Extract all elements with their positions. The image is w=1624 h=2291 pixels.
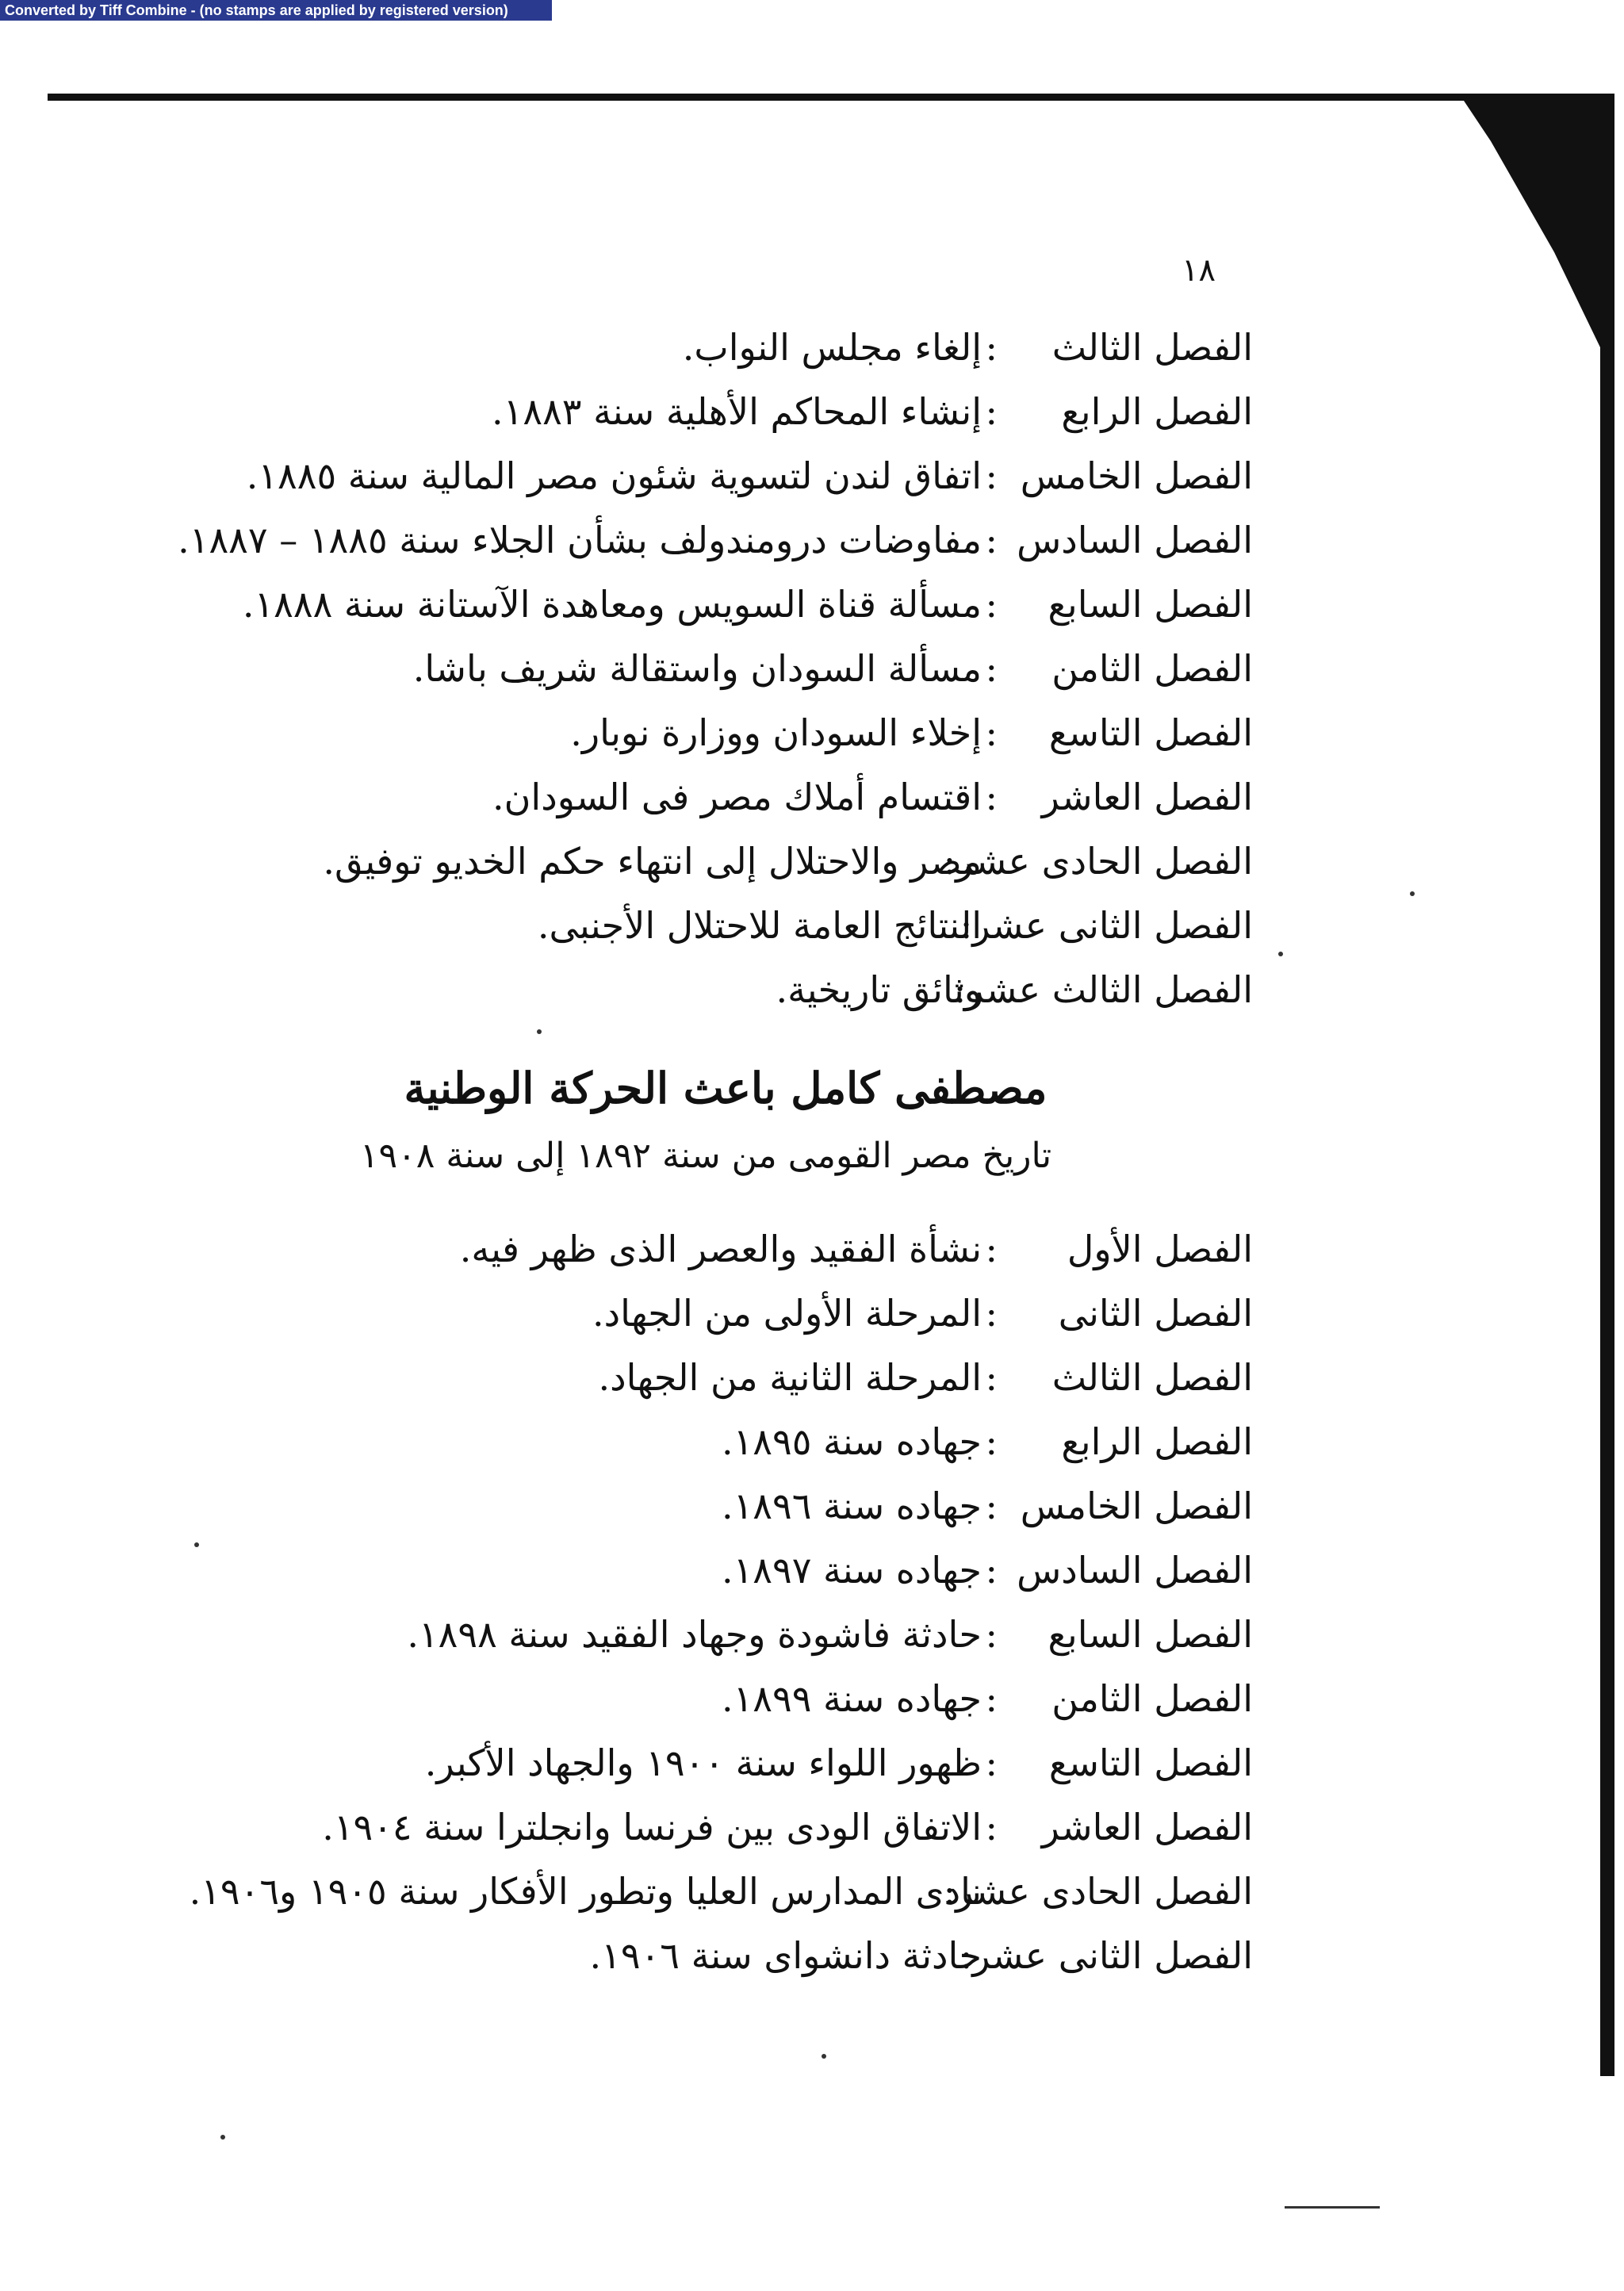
separator-colon: : bbox=[985, 1806, 998, 1849]
toc-row bbox=[143, 1924, 1253, 1988]
chapter-title: جهاده سنة ١٨٩٥. bbox=[721, 1420, 982, 1463]
footer-rule bbox=[1285, 2206, 1380, 2209]
chapter-label: الفصل الرابع bbox=[1061, 390, 1253, 433]
chapter-title: المرحلة الأولى من الجهاد. bbox=[592, 1292, 982, 1335]
chapter-title: جهاده سنة ١٨٩٧. bbox=[721, 1549, 982, 1592]
chapter-label: الفصل التاسع bbox=[1048, 1741, 1253, 1784]
separator-colon: : bbox=[985, 711, 998, 754]
toc-row bbox=[143, 316, 1253, 380]
chapter-title: حادثة فاشودة وجهاد الفقيد سنة ١٨٩٨. bbox=[407, 1613, 982, 1656]
toc-row bbox=[143, 1667, 1253, 1731]
separator-colon: : bbox=[985, 776, 998, 818]
chapter-title: جهاده سنة ١٨٩٩. bbox=[721, 1677, 982, 1720]
chapter-title: المرحلة الثانية من الجهاد. bbox=[598, 1356, 982, 1399]
toc-row bbox=[143, 958, 1253, 1022]
separator-colon: : bbox=[985, 647, 998, 690]
separator-colon: : bbox=[985, 1741, 998, 1784]
chapter-label: الفصل الثامن bbox=[1051, 647, 1253, 690]
chapter-title: نادى المدارس العليا وتطور الأفكار سنة ١٩٠٥ و١٩٠٦. bbox=[189, 1870, 982, 1913]
chapter-label: الفصل الخامس bbox=[1020, 454, 1253, 497]
toc-row bbox=[143, 444, 1253, 508]
chapter-title: إلغاء مجلس النواب. bbox=[682, 326, 982, 369]
chapter-label: الفصل العاشر bbox=[1041, 1806, 1253, 1849]
chapter-label: الفصل الثانى عشر: bbox=[959, 904, 1253, 947]
toc-row bbox=[143, 701, 1253, 765]
toc-row bbox=[143, 1860, 1253, 1924]
chapter-label: الفصل السابع bbox=[1048, 583, 1253, 626]
corner-scan-shadow bbox=[1459, 94, 1600, 347]
converter-banner: Converted by Tiff Combine - (no stamps are applied by registered version) bbox=[0, 0, 552, 21]
chapter-title: مسألة قناة السويس ومعاهدة الآستانة سنة ١٨٨٨. bbox=[242, 583, 982, 626]
chapter-label: الفصل السادس bbox=[1017, 519, 1253, 561]
toc-row bbox=[143, 829, 1253, 894]
right-border-bar bbox=[1600, 94, 1614, 2076]
separator-colon: : bbox=[985, 1292, 998, 1335]
toc-row bbox=[143, 894, 1253, 958]
chapter-title: مسألة السودان واستقالة شريف باشا. bbox=[412, 647, 982, 690]
separator-colon: : bbox=[985, 1228, 998, 1270]
chapter-label: الفصل الثالث عشر: bbox=[953, 968, 1253, 1011]
chapter-title: نشأة الفقيد والعصر الذى ظهر فيه. bbox=[459, 1228, 982, 1270]
chapter-title: إخلاء السودان ووزارة نوبار. bbox=[570, 711, 982, 754]
toc-row bbox=[143, 637, 1253, 701]
separator-colon: : bbox=[985, 1420, 998, 1463]
separator-colon: : bbox=[985, 1485, 998, 1527]
toc-section-one bbox=[143, 316, 1253, 1022]
toc-row bbox=[143, 1282, 1253, 1346]
chapter-label: الفصل الأول bbox=[1067, 1228, 1253, 1270]
scan-speck bbox=[1410, 891, 1415, 896]
scan-speck bbox=[537, 1029, 542, 1034]
chapter-label: الفصل السابع bbox=[1048, 1613, 1253, 1656]
toc-row bbox=[143, 1538, 1253, 1603]
toc-row bbox=[143, 1795, 1253, 1860]
book-subheading: تاريخ مصر القومى من سنة ١٨٩٢ إلى سنة ١٩٠٨ bbox=[359, 1136, 1052, 1176]
chapter-label: الفصل الثالث bbox=[1051, 1356, 1253, 1399]
chapter-title: إنشاء المحاكم الأهلية سنة ١٨٨٣. bbox=[492, 390, 982, 433]
toc-row bbox=[143, 765, 1253, 829]
toc-row bbox=[143, 1217, 1253, 1282]
separator-colon: : bbox=[985, 519, 998, 561]
chapter-title: اقتسام أملاك مصر فى السودان. bbox=[492, 776, 982, 818]
chapter-title: اتفاق لندن لتسوية شئون مصر المالية سنة ١٨٨٥. bbox=[246, 454, 982, 497]
chapter-label: الفصل الثانى bbox=[1058, 1292, 1253, 1335]
chapter-title: مصر والاحتلال إلى انتهاء حكم الخديو توفيق. bbox=[323, 840, 982, 883]
chapter-label: الفصل السادس bbox=[1017, 1549, 1253, 1592]
chapter-label: الفصل الثامن bbox=[1051, 1677, 1253, 1720]
page-number: ١٨ bbox=[1182, 252, 1216, 289]
chapter-label: الفصل الحادى عشر: bbox=[943, 1870, 1253, 1913]
separator-colon: : bbox=[985, 1613, 998, 1656]
separator-colon: : bbox=[985, 583, 998, 626]
chapter-label: الفصل الحادى عشر: bbox=[943, 840, 1253, 883]
chapter-title: الاتفاق الودى بين فرنسا وانجلترا سنة ١٩٠٤. bbox=[322, 1806, 982, 1849]
chapter-title: حادثة دانشواى سنة ١٩٠٦. bbox=[589, 1934, 982, 1977]
chapter-label: الفصل الثالث bbox=[1051, 326, 1253, 369]
chapter-label: الفصل التاسع bbox=[1048, 711, 1253, 754]
separator-colon: : bbox=[985, 1549, 998, 1592]
toc-row bbox=[143, 508, 1253, 573]
toc-row bbox=[143, 1346, 1253, 1410]
chapter-label: الفصل الخامس bbox=[1020, 1485, 1253, 1527]
separator-colon: : bbox=[985, 390, 998, 433]
book-heading: مصطفى كامل باعث الحركة الوطنية bbox=[404, 1063, 1048, 1113]
toc-row bbox=[143, 1603, 1253, 1667]
chapter-title: جهاده سنة ١٨٩٦. bbox=[721, 1485, 982, 1527]
chapter-title: مفاوضات درومندولف بشأن الجلاء سنة ١٨٨٥ – ١٨٨٧. bbox=[178, 519, 982, 561]
chapter-title: وثائق تاريخية. bbox=[776, 968, 982, 1011]
separator-colon: : bbox=[985, 326, 998, 369]
chapter-title: النتائج العامة للاحتلال الأجنبى. bbox=[537, 904, 982, 947]
scan-speck bbox=[1278, 952, 1283, 956]
chapter-title: ظهور اللواء سنة ١٩٠٠ والجهاد الأكبر. bbox=[424, 1741, 982, 1784]
toc-row bbox=[143, 1474, 1253, 1538]
top-border-rule bbox=[48, 94, 1606, 101]
scan-speck bbox=[220, 2135, 225, 2140]
chapter-label: الفصل الثانى عشر: bbox=[959, 1934, 1253, 1977]
toc-row bbox=[143, 380, 1253, 444]
separator-colon: : bbox=[985, 1356, 998, 1399]
toc-section-two bbox=[143, 1217, 1253, 1988]
toc-row bbox=[143, 573, 1253, 637]
scan-speck bbox=[822, 2054, 826, 2059]
chapter-label: الفصل الرابع bbox=[1061, 1420, 1253, 1463]
separator-colon: : bbox=[985, 454, 998, 497]
toc-row bbox=[143, 1410, 1253, 1474]
chapter-label: الفصل العاشر bbox=[1041, 776, 1253, 818]
separator-colon: : bbox=[985, 1677, 998, 1720]
toc-row bbox=[143, 1731, 1253, 1795]
